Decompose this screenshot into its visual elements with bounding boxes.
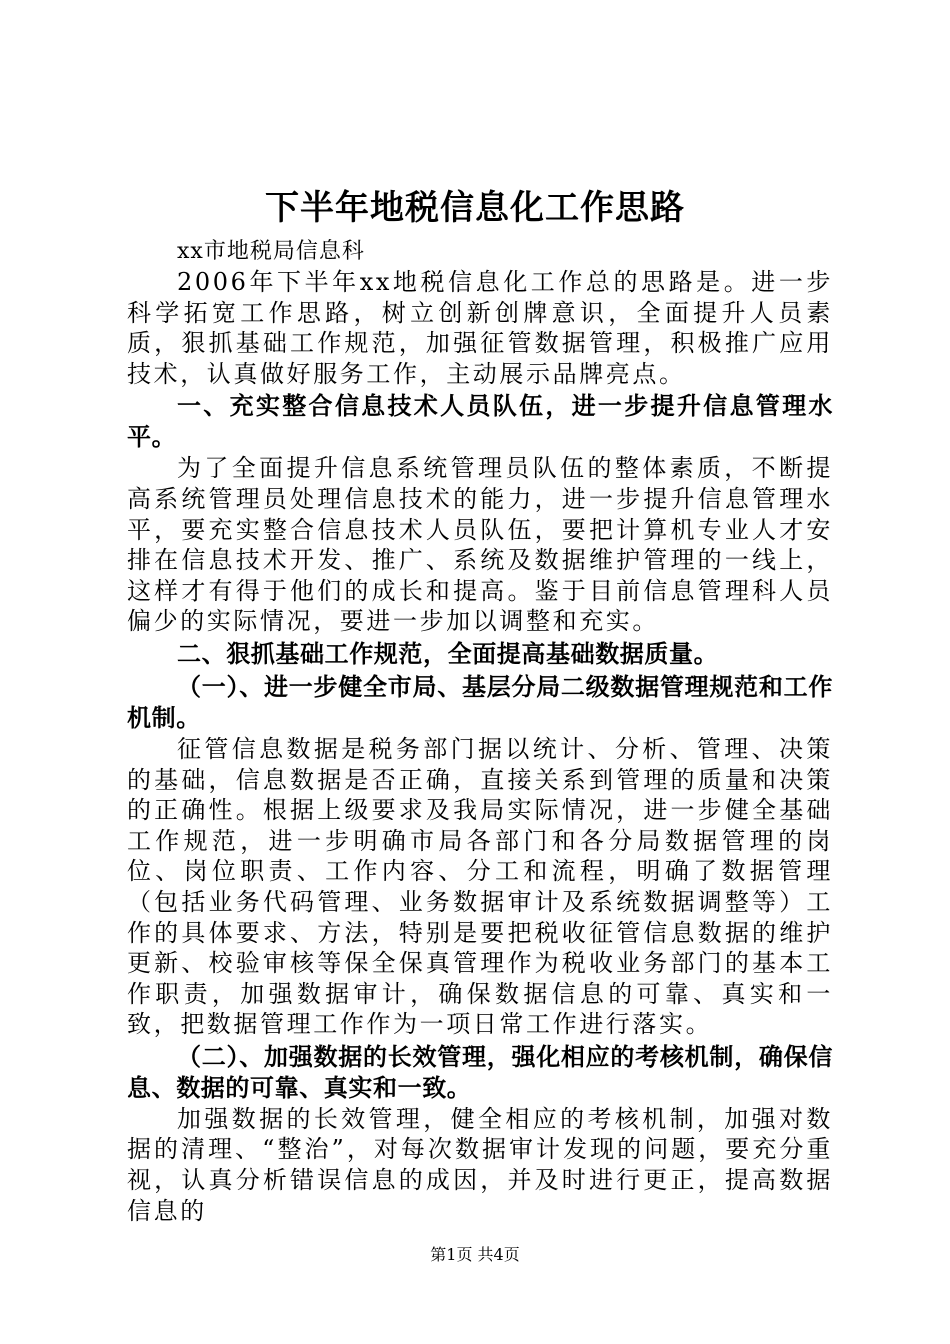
paragraph-intro: 2006年下半年xx地税信息化工作总的思路是。进一步科学拓宽工作思路，树立创新创牌意识，全面提升人员素质，狠抓基础工作规范，加强征管数据管理，积极推广应用技术，认真做好服务工作，主动展示品牌亮点。 — [127, 268, 833, 388]
paragraph-section-1: 为了全面提升信息系统管理员队伍的整体素质，不断提高系统管理员处理信息技术的能力，进一步提升信息管理水平，要充实整合信息技术人员队伍，要把计算机专业人才安排在信息技术开发、推广、系统及数据维护管理的一线上，这样才有得于他们的成长和提高。鉴于目前信息管理科人员偏少的实际情况，要进一步加以调整和充实。 — [127, 454, 833, 636]
author-line: xx市地税局信息科 — [177, 239, 365, 264]
section-heading-2: 二、狠抓基础工作规范，全面提高基础数据质量。 — [177, 639, 719, 668]
page-number-footer: 第1页 共4页 — [430, 1245, 520, 1264]
subsection-heading-2-2: （二）、加强数据的长效管理，强化相应的考核机制，确保信息、数据的可靠、真实和一致。 — [127, 1042, 833, 1102]
section-heading-1: 一、充实整合信息技术人员队伍，进一步提升信息管理水平。 — [127, 392, 833, 452]
document-body — [127, 237, 833, 1226]
document-title: 下半年地税信息化工作思路 — [265, 188, 685, 228]
paragraph-subsection-2-2: 加强数据的长效管理，健全相应的考核机制，加强对数据的清理、“整治”，对每次数据审计发现的问题，要充分重视，认真分析错误信息的成因，并及时进行更正，提高数据信息的 — [127, 1104, 833, 1225]
subsection-heading-2-1: （一）、进一步健全市局、基层分局二级数据管理规范和工作机制。 — [127, 672, 833, 732]
paragraph-subsection-2-1: 征管信息数据是税务部门据以统计、分析、管理、决策的基础，信息数据是否正确，直接关系到管理的质量和决策的正确性。根据上级要求及我局实际情况，进一步健全基础工作规范，进一步明确市局各部门和各分局数据管理的岗位、岗位职责、工作内容、分工和流程，明确了数据管理（包括业务代码管理、业务数据审计及系统数据调整等）工作的具体要求、方法，特别是要把税收征管信息数据的维护更新、校验审核等保全保真管理作为税收业务部门的基本工作职责，加强数据审计，确保数据信息的可靠、真实和一致，把数据管理工作作为一项日常工作进行落实。 — [127, 734, 833, 1039]
